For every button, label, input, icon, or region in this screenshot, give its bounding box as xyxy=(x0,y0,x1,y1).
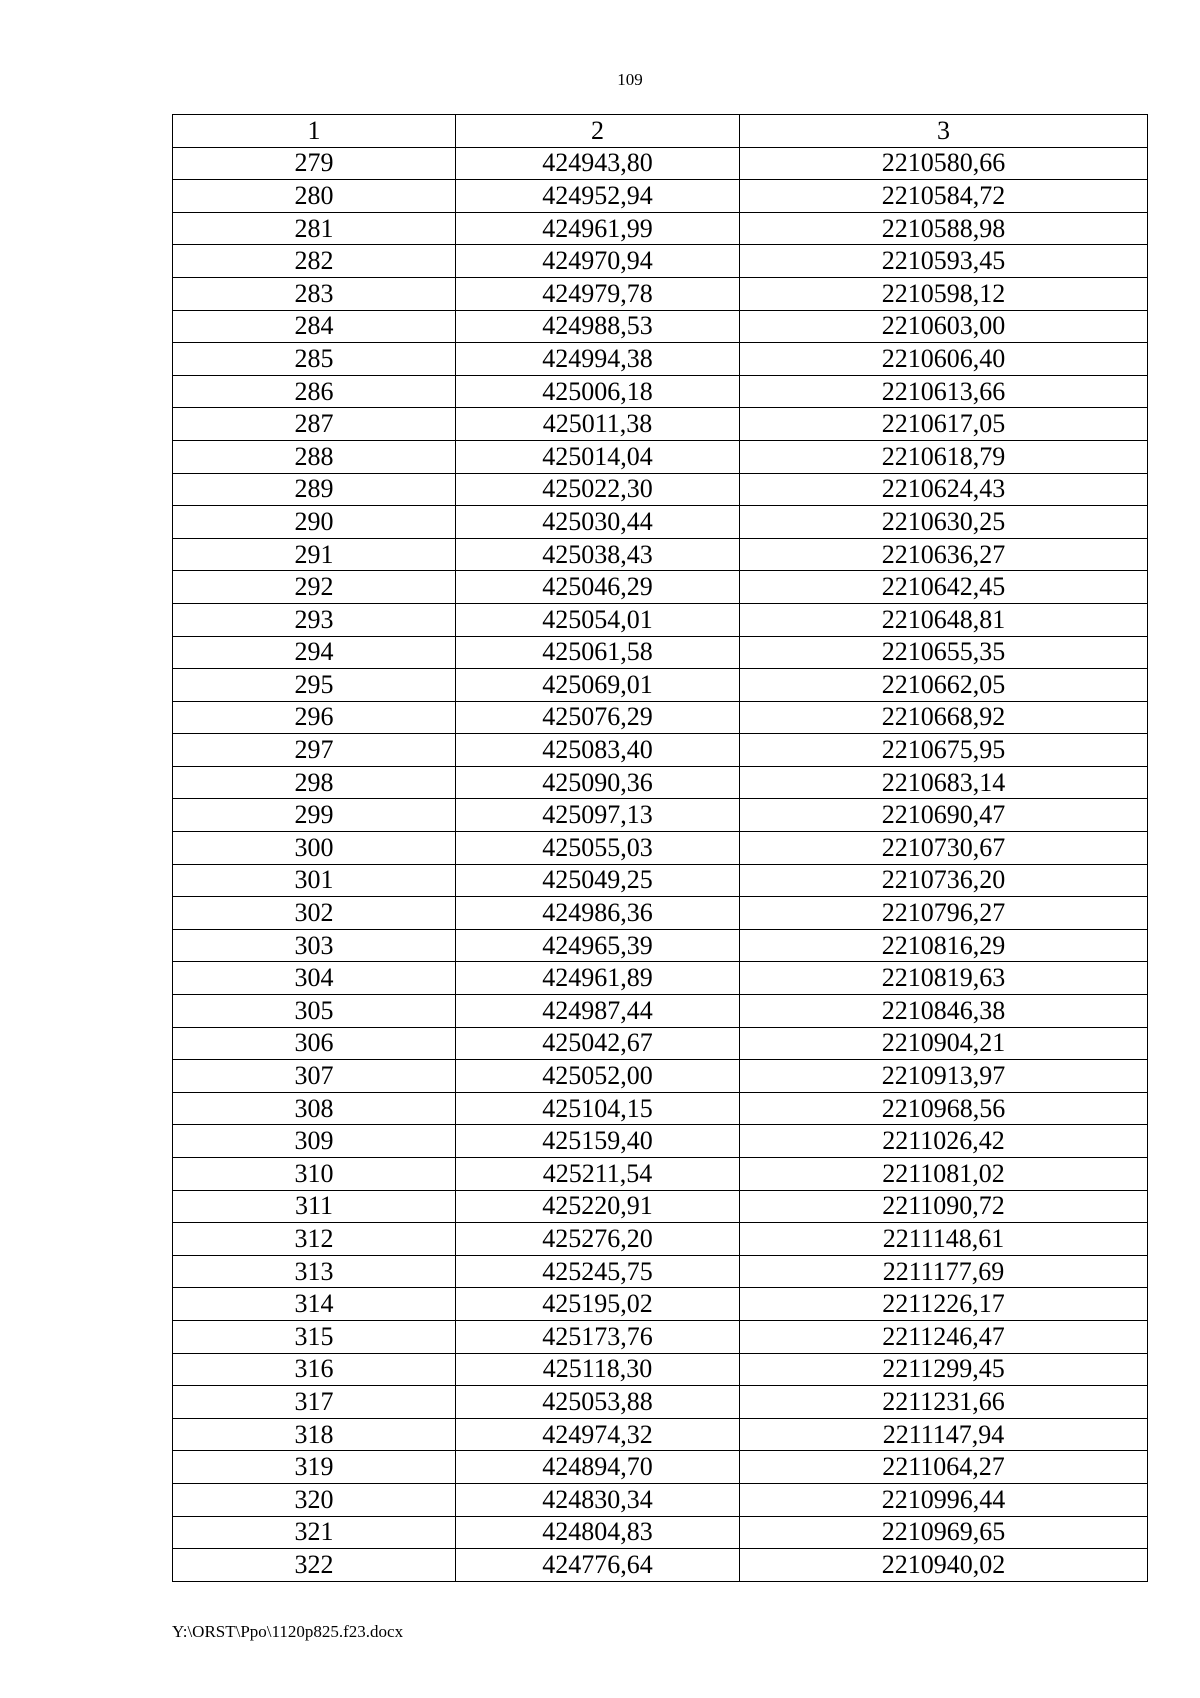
y-coordinate-cell: 2210819,63 xyxy=(740,962,1148,995)
x-coordinate-cell: 425006,18 xyxy=(456,375,740,408)
point-number-cell: 304 xyxy=(173,962,456,995)
y-coordinate-cell: 2210675,95 xyxy=(740,734,1148,767)
point-number-cell: 281 xyxy=(173,212,456,245)
x-coordinate-cell: 425049,25 xyxy=(456,864,740,897)
x-coordinate-cell: 425159,40 xyxy=(456,1125,740,1158)
table-row xyxy=(173,636,1148,669)
x-coordinate-cell: 424804,83 xyxy=(456,1516,740,1549)
table-row xyxy=(173,766,1148,799)
point-number-cell: 320 xyxy=(173,1483,456,1516)
y-coordinate-cell: 2210618,79 xyxy=(740,440,1148,473)
table-row xyxy=(173,1027,1148,1060)
y-coordinate-cell: 2210683,14 xyxy=(740,766,1148,799)
x-coordinate-cell: 425211,54 xyxy=(456,1158,740,1191)
x-coordinate-cell: 424970,94 xyxy=(456,245,740,278)
x-coordinate-cell: 425076,29 xyxy=(456,701,740,734)
table-row xyxy=(173,473,1148,506)
x-coordinate-cell: 425053,88 xyxy=(456,1386,740,1419)
y-coordinate-cell: 2210668,92 xyxy=(740,701,1148,734)
table-body xyxy=(173,147,1148,1581)
table-row xyxy=(173,1483,1148,1516)
point-number-cell: 311 xyxy=(173,1190,456,1223)
x-coordinate-cell: 425052,00 xyxy=(456,1060,740,1093)
point-number-cell: 295 xyxy=(173,669,456,702)
point-number-cell: 318 xyxy=(173,1418,456,1451)
table-row xyxy=(173,799,1148,832)
point-number-cell: 288 xyxy=(173,440,456,473)
point-number-cell: 316 xyxy=(173,1353,456,1386)
x-coordinate-cell: 424994,38 xyxy=(456,343,740,376)
table-row xyxy=(173,1549,1148,1582)
table-row xyxy=(173,571,1148,604)
x-coordinate-cell: 425069,01 xyxy=(456,669,740,702)
table-row xyxy=(173,245,1148,278)
point-number-cell: 303 xyxy=(173,929,456,962)
y-coordinate-cell: 2210630,25 xyxy=(740,506,1148,539)
y-coordinate-cell: 2211177,69 xyxy=(740,1255,1148,1288)
point-number-cell: 282 xyxy=(173,245,456,278)
table-row xyxy=(173,147,1148,180)
y-coordinate-cell: 2210580,66 xyxy=(740,147,1148,180)
y-coordinate-cell: 2211299,45 xyxy=(740,1353,1148,1386)
y-coordinate-cell: 2210588,98 xyxy=(740,212,1148,245)
y-coordinate-cell: 2210913,97 xyxy=(740,1060,1148,1093)
y-coordinate-cell: 2211090,72 xyxy=(740,1190,1148,1223)
table-row xyxy=(173,995,1148,1028)
table-row xyxy=(173,1386,1148,1419)
x-coordinate-cell: 424974,32 xyxy=(456,1418,740,1451)
point-number-cell: 297 xyxy=(173,734,456,767)
point-number-cell: 307 xyxy=(173,1060,456,1093)
x-coordinate-cell: 424987,44 xyxy=(456,995,740,1028)
y-coordinate-cell: 2210613,66 xyxy=(740,375,1148,408)
x-coordinate-cell: 424776,64 xyxy=(456,1549,740,1582)
table-row xyxy=(173,440,1148,473)
column-header-3: 3 xyxy=(740,115,1148,148)
table-row xyxy=(173,506,1148,539)
table-row xyxy=(173,962,1148,995)
table-row xyxy=(173,375,1148,408)
table-row xyxy=(173,1060,1148,1093)
y-coordinate-cell: 2210593,45 xyxy=(740,245,1148,278)
column-header-1: 1 xyxy=(173,115,456,148)
y-coordinate-cell: 2210606,40 xyxy=(740,343,1148,376)
table-row xyxy=(173,408,1148,441)
x-coordinate-cell: 425173,76 xyxy=(456,1320,740,1353)
table-row xyxy=(173,212,1148,245)
point-number-cell: 321 xyxy=(173,1516,456,1549)
point-number-cell: 302 xyxy=(173,897,456,930)
point-number-cell: 285 xyxy=(173,343,456,376)
y-coordinate-cell: 2210736,20 xyxy=(740,864,1148,897)
y-coordinate-cell: 2210968,56 xyxy=(740,1092,1148,1125)
y-coordinate-cell: 2210642,45 xyxy=(740,571,1148,604)
table-row xyxy=(173,1320,1148,1353)
table-row xyxy=(173,1418,1148,1451)
y-coordinate-cell: 2210648,81 xyxy=(740,603,1148,636)
table-header-row xyxy=(173,115,1148,148)
y-coordinate-cell: 2210940,02 xyxy=(740,1549,1148,1582)
table-row xyxy=(173,180,1148,213)
table-row xyxy=(173,1288,1148,1321)
point-number-cell: 301 xyxy=(173,864,456,897)
y-coordinate-cell: 2210655,35 xyxy=(740,636,1148,669)
point-number-cell: 322 xyxy=(173,1549,456,1582)
table-row xyxy=(173,277,1148,310)
x-coordinate-cell: 425038,43 xyxy=(456,538,740,571)
table-row xyxy=(173,603,1148,636)
y-coordinate-cell: 2210662,05 xyxy=(740,669,1148,702)
point-number-cell: 319 xyxy=(173,1451,456,1484)
point-number-cell: 315 xyxy=(173,1320,456,1353)
x-coordinate-cell: 425118,30 xyxy=(456,1353,740,1386)
point-number-cell: 289 xyxy=(173,473,456,506)
y-coordinate-cell: 2210624,43 xyxy=(740,473,1148,506)
y-coordinate-cell: 2210617,05 xyxy=(740,408,1148,441)
table-row xyxy=(173,1158,1148,1191)
point-number-cell: 317 xyxy=(173,1386,456,1419)
x-coordinate-cell: 425104,15 xyxy=(456,1092,740,1125)
y-coordinate-cell: 2210598,12 xyxy=(740,277,1148,310)
x-coordinate-cell: 424952,94 xyxy=(456,180,740,213)
x-coordinate-cell: 425195,02 xyxy=(456,1288,740,1321)
point-number-cell: 313 xyxy=(173,1255,456,1288)
point-number-cell: 300 xyxy=(173,832,456,865)
table-row xyxy=(173,1125,1148,1158)
x-coordinate-cell: 424894,70 xyxy=(456,1451,740,1484)
x-coordinate-cell: 424988,53 xyxy=(456,310,740,343)
point-number-cell: 296 xyxy=(173,701,456,734)
point-number-cell: 287 xyxy=(173,408,456,441)
table-row xyxy=(173,1223,1148,1256)
y-coordinate-cell: 2210584,72 xyxy=(740,180,1148,213)
x-coordinate-cell: 425276,20 xyxy=(456,1223,740,1256)
y-coordinate-cell: 2211226,17 xyxy=(740,1288,1148,1321)
y-coordinate-cell: 2211148,61 xyxy=(740,1223,1148,1256)
x-coordinate-cell: 424965,39 xyxy=(456,929,740,962)
table-row xyxy=(173,832,1148,865)
y-coordinate-cell: 2211246,47 xyxy=(740,1320,1148,1353)
point-number-cell: 283 xyxy=(173,277,456,310)
table-row xyxy=(173,734,1148,767)
point-number-cell: 314 xyxy=(173,1288,456,1321)
x-coordinate-cell: 425097,13 xyxy=(456,799,740,832)
y-coordinate-cell: 2210846,38 xyxy=(740,995,1148,1028)
point-number-cell: 305 xyxy=(173,995,456,1028)
point-number-cell: 293 xyxy=(173,603,456,636)
point-number-cell: 279 xyxy=(173,147,456,180)
y-coordinate-cell: 2211147,94 xyxy=(740,1418,1148,1451)
y-coordinate-cell: 2210690,47 xyxy=(740,799,1148,832)
table-row xyxy=(173,538,1148,571)
y-coordinate-cell: 2211231,66 xyxy=(740,1386,1148,1419)
y-coordinate-cell: 2210969,65 xyxy=(740,1516,1148,1549)
footer-file-path: Y:\ORST\Ppo\1120p825.f23.docx xyxy=(172,1622,404,1641)
x-coordinate-cell: 425083,40 xyxy=(456,734,740,767)
x-coordinate-cell: 424943,80 xyxy=(456,147,740,180)
table-row xyxy=(173,310,1148,343)
x-coordinate-cell: 424979,78 xyxy=(456,277,740,310)
point-number-cell: 286 xyxy=(173,375,456,408)
point-number-cell: 290 xyxy=(173,506,456,539)
table-row xyxy=(173,1190,1148,1223)
y-coordinate-cell: 2210904,21 xyxy=(740,1027,1148,1060)
table-row xyxy=(173,897,1148,930)
x-coordinate-cell: 425245,75 xyxy=(456,1255,740,1288)
x-coordinate-cell: 425046,29 xyxy=(456,571,740,604)
x-coordinate-cell: 425061,58 xyxy=(456,636,740,669)
x-coordinate-cell: 424986,36 xyxy=(456,897,740,930)
table-row xyxy=(173,669,1148,702)
y-coordinate-cell: 2210730,67 xyxy=(740,832,1148,865)
point-number-cell: 294 xyxy=(173,636,456,669)
x-coordinate-cell: 425090,36 xyxy=(456,766,740,799)
page-number: 109 xyxy=(617,70,643,89)
table-row xyxy=(173,1516,1148,1549)
table-row xyxy=(173,1092,1148,1125)
table-row xyxy=(173,864,1148,897)
point-number-cell: 309 xyxy=(173,1125,456,1158)
x-coordinate-cell: 424961,89 xyxy=(456,962,740,995)
x-coordinate-cell: 424961,99 xyxy=(456,212,740,245)
coordinates-table xyxy=(172,114,1148,1582)
point-number-cell: 312 xyxy=(173,1223,456,1256)
column-header-2: 2 xyxy=(456,115,740,148)
x-coordinate-cell: 425054,01 xyxy=(456,603,740,636)
point-number-cell: 306 xyxy=(173,1027,456,1060)
table-row xyxy=(173,929,1148,962)
point-number-cell: 310 xyxy=(173,1158,456,1191)
y-coordinate-cell: 2210816,29 xyxy=(740,929,1148,962)
table-row xyxy=(173,343,1148,376)
x-coordinate-cell: 425220,91 xyxy=(456,1190,740,1223)
y-coordinate-cell: 2210603,00 xyxy=(740,310,1148,343)
y-coordinate-cell: 2210636,27 xyxy=(740,538,1148,571)
table-row xyxy=(173,1353,1148,1386)
point-number-cell: 292 xyxy=(173,571,456,604)
y-coordinate-cell: 2211081,02 xyxy=(740,1158,1148,1191)
x-coordinate-cell: 425011,38 xyxy=(456,408,740,441)
table-row xyxy=(173,1451,1148,1484)
table-row xyxy=(173,1255,1148,1288)
point-number-cell: 308 xyxy=(173,1092,456,1125)
point-number-cell: 299 xyxy=(173,799,456,832)
x-coordinate-cell: 425014,04 xyxy=(456,440,740,473)
point-number-cell: 280 xyxy=(173,180,456,213)
y-coordinate-cell: 2211064,27 xyxy=(740,1451,1148,1484)
y-coordinate-cell: 2210996,44 xyxy=(740,1483,1148,1516)
x-coordinate-cell: 425042,67 xyxy=(456,1027,740,1060)
x-coordinate-cell: 425030,44 xyxy=(456,506,740,539)
x-coordinate-cell: 425055,03 xyxy=(456,832,740,865)
y-coordinate-cell: 2211026,42 xyxy=(740,1125,1148,1158)
x-coordinate-cell: 424830,34 xyxy=(456,1483,740,1516)
point-number-cell: 298 xyxy=(173,766,456,799)
x-coordinate-cell: 425022,30 xyxy=(456,473,740,506)
point-number-cell: 284 xyxy=(173,310,456,343)
point-number-cell: 291 xyxy=(173,538,456,571)
table-row xyxy=(173,701,1148,734)
y-coordinate-cell: 2210796,27 xyxy=(740,897,1148,930)
